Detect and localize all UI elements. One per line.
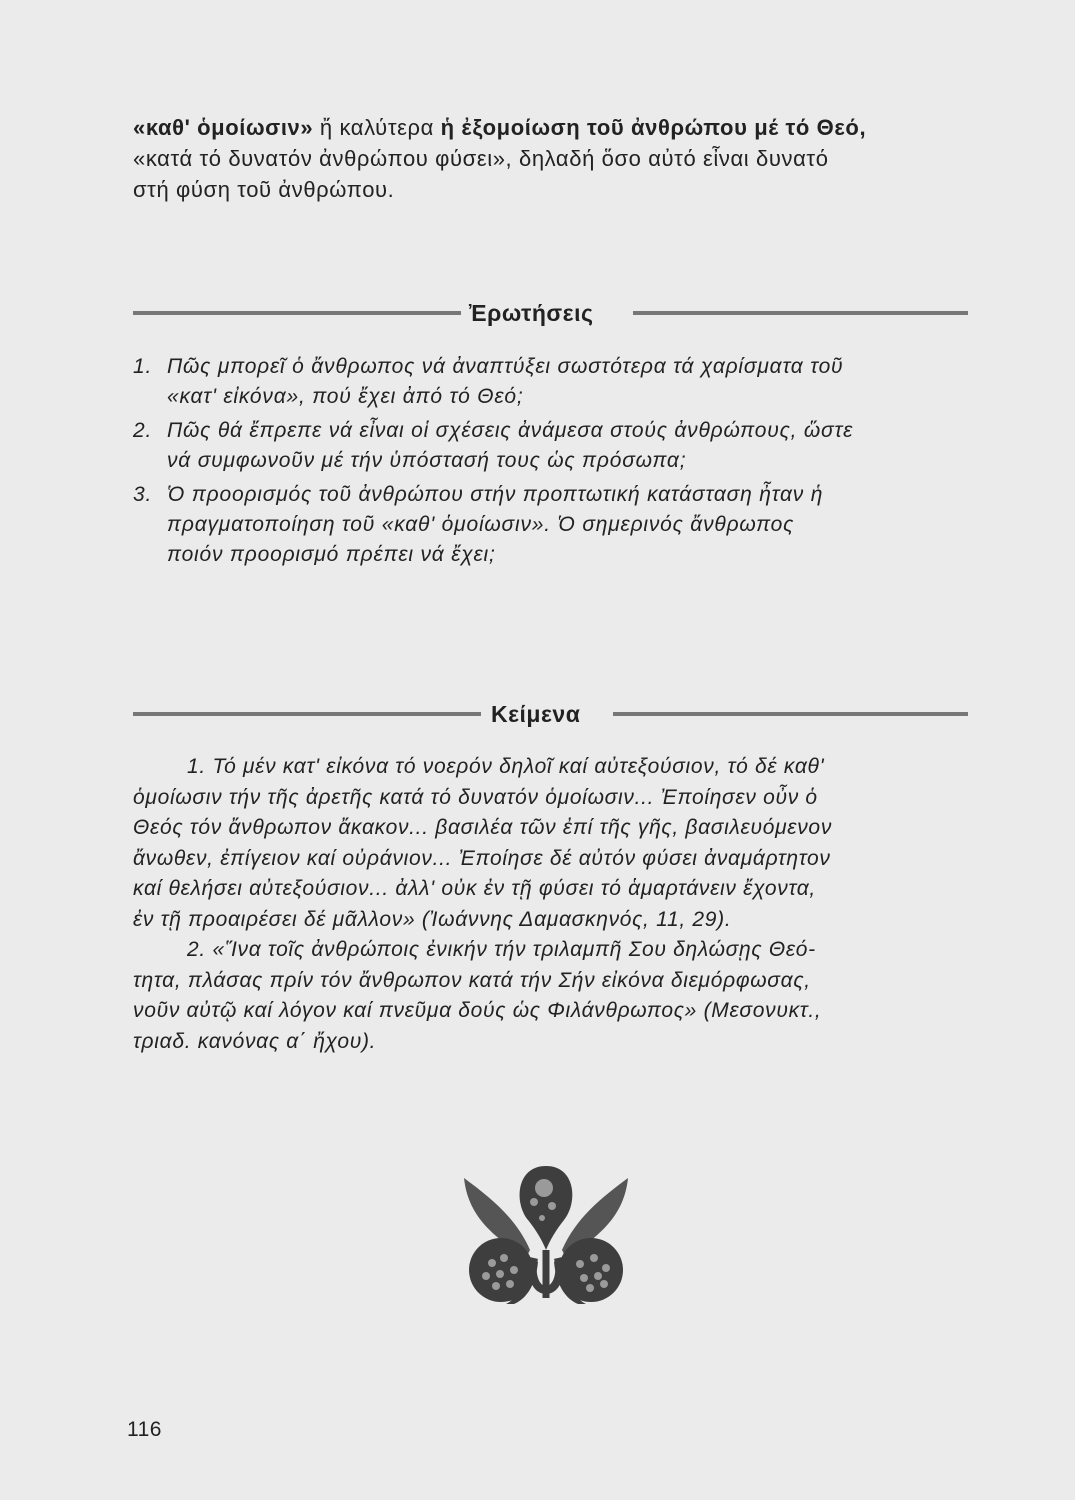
intro-line-1 [133, 112, 973, 143]
heading-rule-right [613, 712, 968, 716]
question-line: «κατ' εἰκόνα», πού ἔχει ἀπό τό Θεό; [167, 385, 524, 408]
heading-rule-left [133, 712, 481, 716]
floral-ornament-icon [456, 1158, 636, 1308]
texts-list [133, 752, 973, 1057]
question-item [133, 416, 973, 476]
text-line: 2. «Ἵνα τοῖς ἀνθρώποις ἐνικήν τήν τριλαμπῆ Σου δηλώσῃς Θεό- [187, 938, 816, 961]
texts-heading-title: Κείμενα [491, 701, 581, 727]
intro-bold-phrase-1: «καθ' ὁμοίωσιν» [133, 115, 314, 140]
question-line: ποιόν προορισμό πρέπει νά ἔχει; [167, 543, 496, 566]
text-line: τητα, πλάσας πρίν τόν ἄνθρωπον κατά τήν Σήν εἰκόνα διεμόρφωσας, [133, 968, 811, 992]
text-line: τριαδ. κανόνας α΄ ἤχου). [133, 1029, 377, 1053]
heading-rule-right [633, 311, 968, 315]
questions-list [133, 352, 973, 570]
intro-line-3: στή φύση τοῦ ἀνθρώπου. [133, 177, 395, 202]
questions-heading-title: Ἐρωτήσεις [469, 300, 594, 326]
text-line: ὁμοίωσιν τήν τῆς ἀρετῆς κατά τό δυνατόν ὁμοίωσιν... Ἐποίησεν οὖν ὁ [133, 785, 818, 809]
text-passage [133, 935, 973, 1057]
questions-heading [133, 296, 968, 330]
texts-heading [133, 697, 968, 731]
question-line: νά συμφωνοῦν μέ τήν ὑπόστασή τους ὡς πρόσωπα; [167, 449, 687, 472]
text-line: ἄνωθεν, ἐπίγειον καί οὐράνιον... Ἐποίησε δέ αὐτόν φύσει ἀναμάρτητον [133, 846, 831, 870]
question-number: 1. [133, 355, 153, 378]
question-line: Πῶς θά ἔπρεπε νά εἶναι οἱ σχέσεις ἀνάμεσα στούς ἀνθρώπους, ὥστε [167, 419, 854, 442]
question-line: Ὁ προορισμός τοῦ ἀνθρώπου στήν προπτωτική κατάσταση ἦταν ἡ [167, 483, 824, 506]
text-line: νοῦν αὐτῷ καί λόγον καί πνεῦμα δούς ὡς Φιλάνθρωπος» (Μεσονυκτ., [133, 999, 822, 1022]
question-number: 3. [133, 483, 153, 506]
question-item [133, 352, 973, 412]
question-line: πραγματοποίηση τοῦ «καθ' ὁμοίωσιν». Ὁ σημερινός ἄνθρωπος [167, 513, 795, 536]
text-line: καί θελήσει αὐτεξούσιον... ἀλλ' οὐκ ἐν τῇ φύσει τό ἁμαρτάνειν ἔχοντα, [133, 877, 816, 900]
intro-bold-phrase-2: ἡ ἐξομοίωση τοῦ ἀνθρώπου μέ τό Θεό, [440, 115, 867, 140]
question-line: Πῶς μπορεῖ ὁ ἄνθρωπος νά ἀναπτύξει σωστότερα τά χαρίσματα τοῦ [167, 355, 844, 378]
text-line: Θεός τόν ἄνθρωπον ἄκακον... βασιλέα τῶν ἐπί τῆς γῆς, βασιλευόμενον [133, 816, 833, 839]
text-line: 1. Τό μέν κατ' εἰκόνα τό νοερόν δηλοῖ καί αὐτεξούσιον, τό δέ καθ' [187, 755, 825, 778]
page-number: 116 [127, 1418, 162, 1441]
question-number: 2. [133, 419, 153, 442]
intro-connector: ἤ καλύτερα [313, 115, 441, 140]
text-line: ἐν τῇ προαιρέσει δέ μᾶλλον» (Ἰωάννης Δαμασκηνός, 11, 29). [133, 907, 732, 931]
heading-rule-left [133, 311, 461, 315]
intro-line-2: «κατά τό δυνατόν ἀνθρώπου φύσει», δηλαδή ὅσο αὐτό εἶναι δυνατό [133, 146, 829, 171]
text-passage [133, 752, 973, 935]
intro-paragraph [133, 112, 973, 205]
question-item [133, 480, 973, 570]
